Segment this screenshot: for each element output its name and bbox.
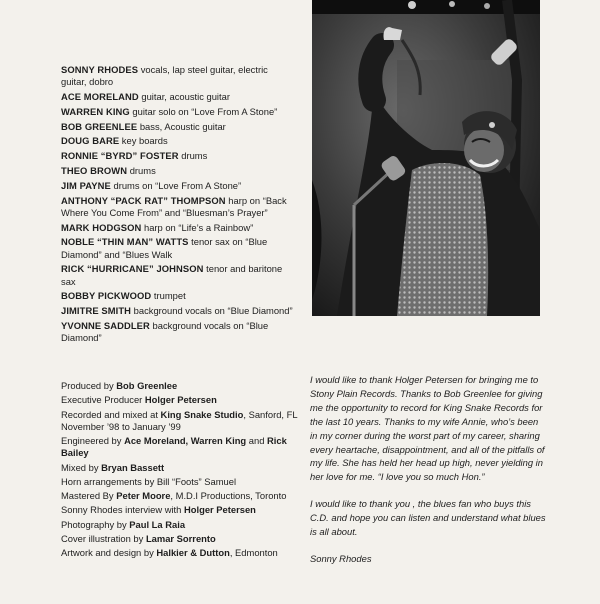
credited-name: Paul La Raia xyxy=(129,518,186,530)
musician-role: key boards xyxy=(119,135,168,147)
credited-name: Ace Moreland, Warren King xyxy=(124,435,247,447)
musician-name: DOUG BARE xyxy=(61,135,120,147)
production-line xyxy=(61,490,301,502)
musician-role: drums on “Love From A Stone” xyxy=(110,179,242,191)
credited-name: Bryan Bassett xyxy=(101,461,165,473)
credit-text: , Sanford, FL November ’98 to January ’99 xyxy=(61,408,298,432)
credit-entry xyxy=(61,236,293,260)
credit-text: and xyxy=(246,435,268,447)
musician-name: JIMITRE SMITH xyxy=(61,305,132,317)
credited-name: Halkier & Dutton xyxy=(156,547,230,559)
musician-name: BOB GREENLEE xyxy=(61,120,138,132)
credit-text: Recorded and mixed at xyxy=(61,408,161,420)
production-line xyxy=(61,380,301,392)
credit-text: Photography by xyxy=(61,518,130,530)
credit-text: , M.D.I Productions, Toronto xyxy=(170,490,287,502)
credit-entry xyxy=(61,91,293,103)
musician-name: MARK HODGSON xyxy=(61,221,142,233)
credit-text: Sonny Rhodes interview with xyxy=(61,504,184,516)
musician-role: background vocals on “Blue Diamond” xyxy=(131,305,293,317)
credited-name: Peter Moore xyxy=(116,490,171,502)
credit-entry xyxy=(61,121,293,133)
musician-name: SONNY RHODES xyxy=(61,64,139,75)
credit-entry xyxy=(61,106,293,118)
production-line xyxy=(61,533,301,545)
musician-role: harp on “Back Where You Come From” and “Bluesman’s Prayer” xyxy=(61,194,287,218)
credit-entry xyxy=(61,150,293,162)
musician-role: guitar, acoustic guitar xyxy=(138,91,230,102)
production-line xyxy=(61,409,301,433)
musician-name: ACE MORELAND xyxy=(61,91,139,102)
credit-entry xyxy=(61,290,293,302)
performer-photo-image xyxy=(312,0,540,316)
musician-role: drums xyxy=(178,150,208,162)
credit-entry xyxy=(61,263,293,287)
musician-name: RICK “HURRICANE” JOHNSON xyxy=(61,263,204,275)
musician-name: JIM PAYNE xyxy=(61,179,111,191)
production-credits xyxy=(61,380,301,562)
credit-entry xyxy=(61,305,293,317)
performer-photo xyxy=(312,0,540,316)
musician-name: RONNIE “BYRD” FOSTER xyxy=(61,150,179,162)
credit-text: Produced by xyxy=(61,380,117,391)
production-line xyxy=(61,462,301,474)
production-line xyxy=(61,394,301,406)
musician-role: background vocals on “Blue Diamond” xyxy=(61,319,269,344)
musician-role: tenor sax on “Blue Diamond” and “Blues Walk xyxy=(61,236,268,260)
credit-text: Executive Producer xyxy=(61,394,145,406)
credit-text: , Edmonton xyxy=(229,547,278,559)
musician-role: harp on “Life’s a Rainbow” xyxy=(141,221,254,233)
credit-entry xyxy=(61,165,293,177)
credit-text: Artwork and design by xyxy=(61,547,157,559)
thank-you-note xyxy=(310,373,548,579)
credited-name: King Snake Studio xyxy=(160,408,244,420)
credited-name: Holger Petersen xyxy=(144,394,217,406)
credited-name: Lamar Sorrento xyxy=(145,533,216,545)
production-line xyxy=(61,547,301,559)
musician-role: bass, Acoustic guitar xyxy=(137,120,226,132)
musician-role: drums xyxy=(127,164,156,176)
musician-credits xyxy=(61,64,293,347)
credit-entry xyxy=(61,320,293,344)
credit-text: Cover illustration by xyxy=(61,533,146,545)
credit-entry xyxy=(61,195,293,219)
credited-name: Bob Greenlee xyxy=(116,380,178,391)
musician-name: ANTHONY “PACK RAT” THOMPSON xyxy=(61,194,226,206)
credited-name: Rick Bailey xyxy=(61,435,287,459)
credited-name: Holger Petersen xyxy=(183,504,256,516)
musician-role: guitar solo on “Love From A Stone” xyxy=(129,105,278,117)
thanks-paragraph-1: I would like to thank Holger Petersen for bringing me to Stony Plain Records. Thanks to Bob Greenlee for giving me the opportunity to record for King Snake Records for the last 10 years. Thanks to my wife Annie, who’s been in my corner during the worst part of my career, sharing every heartache, disappointment, and all of the pitfalls of my life. She has held her head up high, never yielding in her love for me. “I love you so much Hon.” xyxy=(310,374,545,483)
musician-name: YVONNE SADDLER xyxy=(61,319,150,331)
production-line xyxy=(61,504,301,516)
credit-text: Mixed by xyxy=(61,461,102,473)
production-line xyxy=(61,435,301,459)
musician-name: BOBBY PICKWOOD xyxy=(61,290,152,302)
credit-entry xyxy=(61,64,293,88)
credit-text: Engineered by xyxy=(61,435,125,447)
thanks-paragraph-2: I would like to thank you , the blues fan who buys this C.D. and hope you can listen and understand what blues is all about. xyxy=(310,498,546,538)
production-line xyxy=(61,476,301,488)
credit-entry xyxy=(61,180,293,192)
musician-name: WARREN KING xyxy=(61,105,130,117)
musician-role: tenor and baritone sax xyxy=(61,263,283,287)
musician-role: trumpet xyxy=(151,290,186,302)
credit-entry xyxy=(61,222,293,234)
production-line xyxy=(61,519,301,531)
musician-name: THEO BROWN xyxy=(61,164,128,176)
credit-text: Mastered By xyxy=(61,490,117,502)
credit-entry xyxy=(61,135,293,147)
thanks-signature: Sonny Rhodes xyxy=(310,552,372,564)
musician-name: NOBLE “THIN MAN” WATTS xyxy=(61,236,189,248)
credit-text: Horn arrangements by Bill “Foots” Samuel xyxy=(61,475,237,487)
musician-role: vocals, lap steel guitar, electric guitar, dobro xyxy=(61,64,268,88)
